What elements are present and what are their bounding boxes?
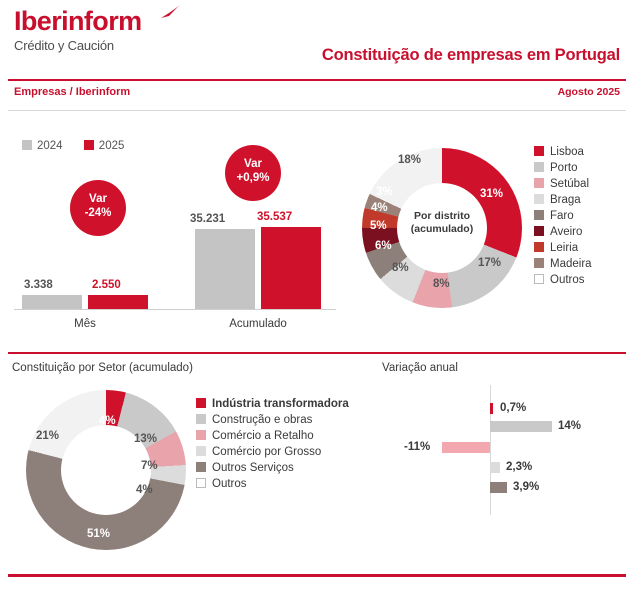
bar-value-acumulado-2025: 35.537 xyxy=(257,211,293,223)
variation-bar-grosso xyxy=(490,462,500,473)
sector-legend-swatch-grosso xyxy=(196,446,206,456)
sector-legend-swatch-industria xyxy=(196,398,206,408)
bar-chart-axis xyxy=(14,309,336,310)
district-legend-swatch-lisboa xyxy=(534,146,544,156)
variation-value-grosso: 2,3% xyxy=(506,461,533,473)
bar-chart xyxy=(10,130,340,335)
sector-legend-label-industria: Indústria transformadora xyxy=(212,398,349,410)
sector-slice-label-retalho: 7% xyxy=(141,460,158,472)
logo-name: Iberinform xyxy=(14,6,142,36)
swoosh-icon xyxy=(160,2,184,22)
variation-bubble-mes-label: Var xyxy=(89,193,107,205)
page-header xyxy=(0,0,634,78)
variation-bar-construcao xyxy=(490,421,552,432)
legend-label-2025: 2025 xyxy=(98,140,125,152)
sector-legend-swatch-outros xyxy=(196,478,206,488)
district-slice-label-braga: 8% xyxy=(392,262,409,274)
bar-acumulado-2024 xyxy=(195,229,255,309)
district-legend-label-madeira: Madeira xyxy=(550,258,592,270)
district-donut-center-label xyxy=(397,210,487,236)
district-legend xyxy=(534,146,592,290)
district-legend-label-lisboa: Lisboa xyxy=(550,146,584,158)
page-title: Constituição de empresas em Portugal xyxy=(321,46,620,64)
variation-bubble-acumulado-label: Var xyxy=(244,158,262,170)
district-slice-label-outros: 18% xyxy=(398,154,422,166)
sector-legend xyxy=(196,398,349,494)
district-legend-row xyxy=(534,210,592,222)
district-legend-row xyxy=(534,258,592,270)
district-slice-label-setubal: 8% xyxy=(433,278,450,290)
district-legend-swatch-madeira xyxy=(534,258,544,268)
bar-value-acumulado-2024: 35.231 xyxy=(190,213,226,225)
bar-value-mes-2025: 2.550 xyxy=(92,279,121,291)
sector-legend-row xyxy=(196,430,349,442)
district-legend-swatch-leiria xyxy=(534,242,544,252)
sector-section-title: Constituição por Setor (acumulado) xyxy=(12,362,193,374)
divider-bottom xyxy=(8,574,626,577)
variation-section-title: Variação anual xyxy=(382,362,458,374)
sector-legend-label-grosso: Comércio por Grosso xyxy=(212,446,322,458)
district-legend-swatch-aveiro xyxy=(534,226,544,236)
district-legend-label-porto: Porto xyxy=(550,162,578,174)
variation-bar-industria xyxy=(490,403,493,414)
sub-header xyxy=(14,86,620,106)
district-legend-row xyxy=(534,242,592,254)
sector-slice-label-industria: 4% xyxy=(99,415,116,427)
district-legend-swatch-porto xyxy=(534,162,544,172)
variation-bubble-mes-value: -24% xyxy=(84,207,112,220)
logo-tagline: Crédito y Caución xyxy=(14,38,114,53)
bar-mes-2024 xyxy=(22,295,82,309)
district-legend-label-outros: Outros xyxy=(550,274,585,286)
sector-legend-row xyxy=(196,462,349,474)
district-legend-label-faro: Faro xyxy=(550,210,574,222)
brand-logo xyxy=(14,8,142,53)
district-slice-label-lisboa: 31% xyxy=(480,188,504,200)
sector-donut-chart xyxy=(14,388,204,563)
breadcrumb: Empresas / Iberinform xyxy=(14,86,131,98)
district-slice-label-leiria: 4% xyxy=(371,202,388,214)
bar-value-mes-2024: 3.338 xyxy=(24,279,53,291)
divider-subheader xyxy=(8,110,626,111)
sector-legend-label-retalho: Comércio a Retalho xyxy=(212,430,314,442)
variation-value-outros-servicos: 3,9% xyxy=(513,481,540,493)
district-legend-swatch-braga xyxy=(534,194,544,204)
sector-slice-label-outros-servicos: 51% xyxy=(87,528,111,540)
variation-bar-retalho xyxy=(442,442,490,453)
divider-top xyxy=(8,79,626,81)
district-legend-label-leiria: Leiria xyxy=(550,242,579,254)
bar-acumulado-2025 xyxy=(261,227,321,309)
district-legend-row xyxy=(534,146,592,158)
sector-legend-row xyxy=(196,414,349,426)
sector-slice-label-grosso: 4% xyxy=(136,484,153,496)
sector-legend-swatch-outros-servicos xyxy=(196,462,206,472)
divider-section xyxy=(8,352,626,354)
sector-slice-label-construcao: 13% xyxy=(134,433,158,445)
sector-legend-label-outros-servicos: Outros Serviços xyxy=(212,462,294,474)
district-legend-row xyxy=(534,162,592,174)
district-center-line1: Por distrito xyxy=(413,210,470,222)
sector-legend-swatch-retalho xyxy=(196,430,206,440)
district-legend-row xyxy=(534,178,592,190)
variation-bubble-mes xyxy=(70,180,126,236)
district-legend-label-aveiro: Aveiro xyxy=(550,226,583,238)
district-slice-label-porto: 17% xyxy=(478,257,502,269)
sector-legend-row xyxy=(196,478,349,490)
district-slice-label-madeira: 3% xyxy=(376,186,393,198)
variation-value-industria: 0,7% xyxy=(500,402,527,414)
sector-legend-row xyxy=(196,446,349,458)
sector-legend-label-construcao: Construção e obras xyxy=(212,414,313,426)
district-legend-row xyxy=(534,274,592,286)
district-legend-row xyxy=(534,226,592,238)
bar-category-acumulado: Acumulado xyxy=(229,318,287,330)
district-legend-label-setubal: Setúbal xyxy=(550,178,590,190)
district-slice-label-faro: 6% xyxy=(375,240,392,252)
district-legend-swatch-setubal xyxy=(534,178,544,188)
district-center-line2: (acumulado) xyxy=(410,223,474,236)
sector-slice-label-outros: 21% xyxy=(36,430,60,442)
district-legend-label-braga: Braga xyxy=(550,194,581,206)
district-slice-label-aveiro: 5% xyxy=(370,220,387,232)
report-date: Agosto 2025 xyxy=(557,86,620,98)
district-legend-swatch-faro xyxy=(534,210,544,220)
variation-bar-outros-servicos xyxy=(490,482,507,493)
bar-mes-2025 xyxy=(88,295,148,309)
sector-legend-swatch-construcao xyxy=(196,414,206,424)
variation-value-retalho: -11% xyxy=(404,441,431,453)
district-legend-row xyxy=(534,194,592,206)
sector-legend-row xyxy=(196,398,349,410)
sector-legend-label-outros: Outros xyxy=(212,478,247,490)
district-donut-chart xyxy=(350,140,530,320)
district-legend-swatch-outros xyxy=(534,274,544,284)
bar-category-mes: Mês xyxy=(74,318,96,330)
variation-bar-chart xyxy=(380,385,625,515)
variation-bubble-acumulado xyxy=(225,145,281,201)
legend-label-2024: 2024 xyxy=(37,140,63,152)
variation-bubble-acumulado-value: +0,9% xyxy=(236,172,270,185)
variation-value-construcao: 14% xyxy=(558,420,582,432)
